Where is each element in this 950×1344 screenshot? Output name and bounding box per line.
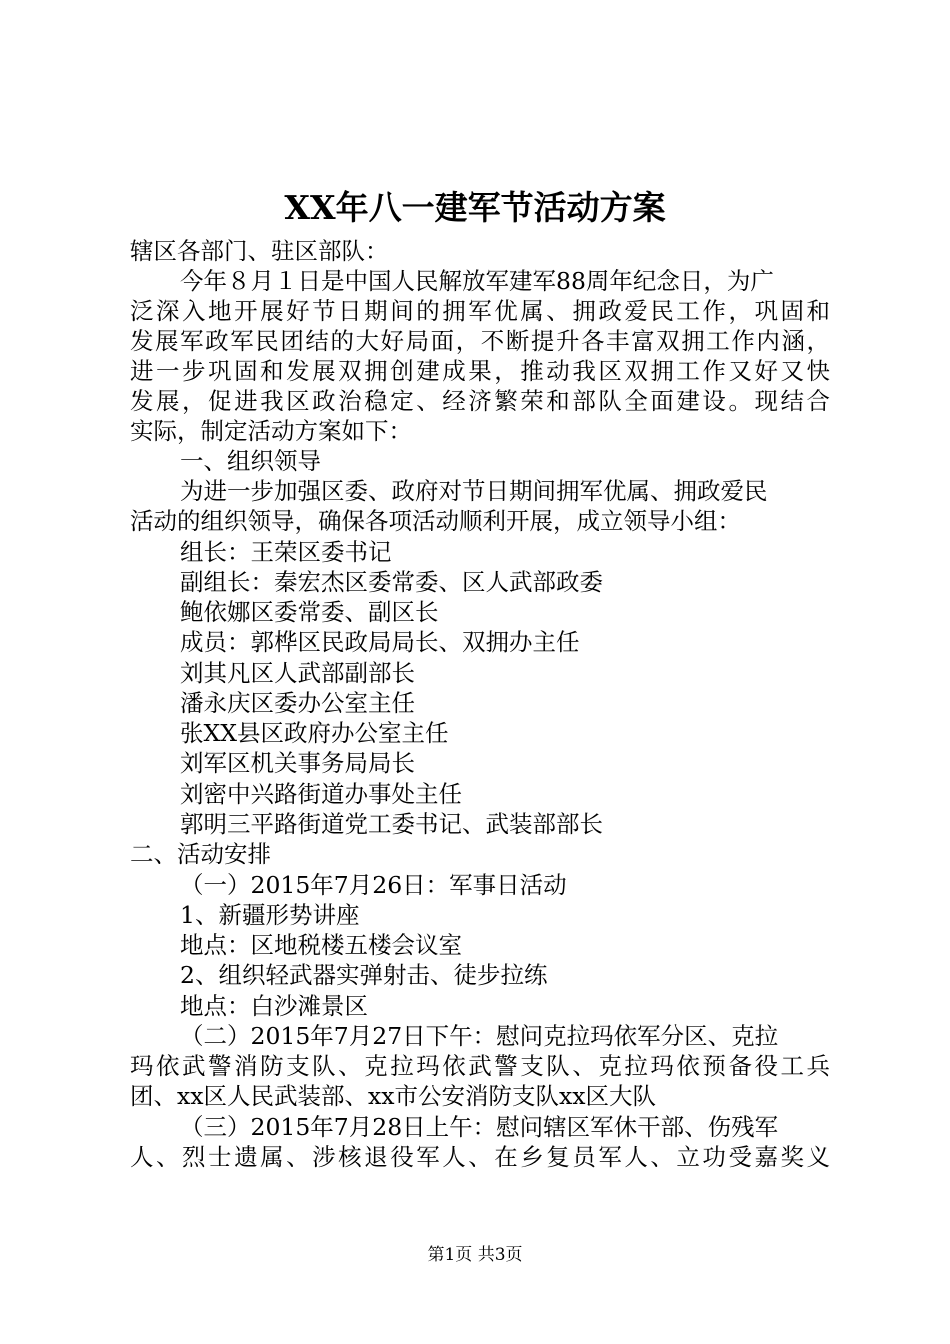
salutation: 辖区各部门、驻区部队： (130, 237, 389, 265)
body-line: 泛深入地开展好节日期间的拥军优属、拥政爱民工作，巩固和 (130, 297, 830, 325)
member-line: 刘其凡区人武部副部长 (180, 659, 415, 687)
body-line: 发展，促进我区政治稳定、经济繁荣和部队全面建设。现结合 (130, 387, 830, 415)
section-heading: 二、活动安排 (130, 840, 271, 868)
body-line: 1、新疆形势讲座 (180, 901, 360, 929)
body-line: （一）2015年7月26日：军事日活动 (180, 871, 567, 899)
member-line: 副组长：秦宏杰区委常委、区人武部政委 (180, 568, 603, 596)
body-line: 进一步巩固和发展双拥创建成果，推动我区双拥工作又好又快 (130, 357, 830, 385)
body-line: 地点：白沙滩景区 (180, 992, 368, 1020)
body-line: 地点：区地税楼五楼会议室 (180, 931, 462, 959)
member-line: 刘密中兴路街道办事处主任 (180, 780, 462, 808)
member-line: 刘军区机关事务局局长 (180, 749, 415, 777)
body-line: 今年８月１日是中国人民解放军建军88周年纪念日，为广 (180, 267, 774, 295)
member-line: 组长：王荣区委书记 (180, 538, 392, 566)
body-line: 玛依武警消防支队、克拉玛依武警支队、克拉玛依预备役工兵 (130, 1052, 830, 1080)
document-title: XX年八一建军节活动方案 (284, 188, 666, 227)
body-line: 团、xx区人民武装部、xx市公安消防支队xx区大队 (130, 1082, 657, 1110)
body-line: 人、烈士遗属、涉核退役军人、在乡复员军人、立功受嘉奖义 (130, 1143, 830, 1171)
body-line: 为进一步加强区委、政府对节日期间拥军优属、拥政爱民 (180, 477, 768, 505)
body-line: 2、组织轻武器实弹射击、徒步拉练 (180, 961, 548, 989)
member-line: 张XX县区政府办公室主任 (180, 719, 449, 747)
body-line: 发展军政军民团结的大好局面，不断提升各丰富双拥工作内涵， (130, 327, 830, 355)
member-line: 郭明三平路街道党工委书记、武装部部长 (180, 810, 603, 838)
body-line: （三）2015年7月28日上午：慰问辖区军休干部、伤残军 (180, 1113, 779, 1141)
member-line: 成员：郭桦区民政局局长、双拥办主任 (180, 628, 580, 656)
member-line: 潘永庆区委办公室主任 (180, 689, 415, 717)
page-footer: 第1页 共3页 (427, 1245, 523, 1265)
member-line: 鲍依娜区委常委、副区长 (180, 598, 439, 626)
section-heading: 一、组织领导 (180, 447, 321, 475)
body-line: 实际，制定活动方案如下： (130, 417, 412, 445)
body-line: （二）2015年7月27日下午：慰问克拉玛依军分区、克拉 (180, 1022, 779, 1050)
body-line: 活动的组织领导，确保各项活动顺利开展，成立领导小组： (130, 507, 741, 535)
